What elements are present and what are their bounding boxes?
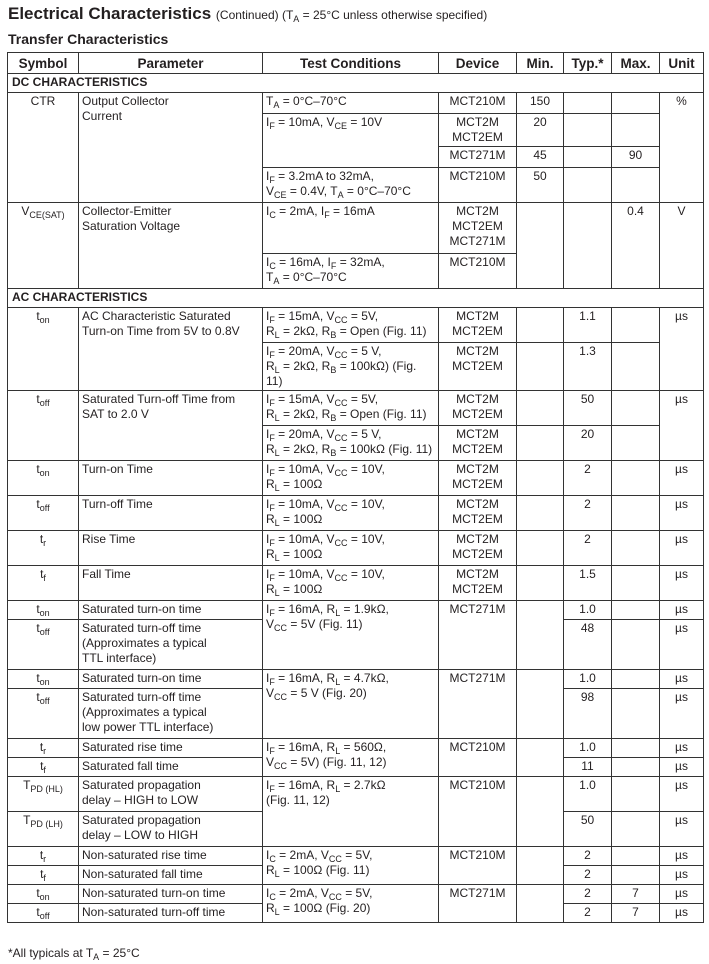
test-condition-cell: $T_A = 0^\circ C-70^\circ C$: [263, 93, 439, 114]
device-cell: MCT2M MCT2EM: [439, 531, 517, 566]
max-cell: [612, 531, 660, 566]
min-cell: [517, 461, 564, 496]
footnote: [8, 946, 140, 960]
unit-cell: µs: [660, 670, 704, 689]
typ-cell: 11: [564, 758, 612, 777]
max-cell: [612, 777, 660, 812]
table-row: [8, 670, 704, 689]
typ-cell: 2: [564, 531, 612, 566]
header-device: Device: [439, 53, 517, 74]
unit-cell: V: [660, 203, 704, 289]
unit-cell: µs: [660, 391, 704, 461]
min-cell: [517, 885, 564, 923]
section-row-dc: [8, 74, 704, 93]
max-cell: [612, 866, 660, 885]
typ-cell: 1.0: [564, 739, 612, 758]
symbol-cell: $t_{on}$: [8, 308, 79, 391]
device-cell: MCT271M: [439, 147, 517, 168]
max-cell: [612, 601, 660, 620]
parameter-cell: Saturated rise time: [79, 739, 263, 758]
min-cell: [517, 308, 564, 343]
min-cell: [517, 343, 564, 391]
unit-cell: µs: [660, 812, 704, 847]
test-condition-cell: $I_F = 15mA$, $V_{CC} = 5V$, $R_L = 2k\Omega$, $R_B$ = Open (Fig. 11): [263, 308, 439, 343]
title-note: [216, 8, 487, 22]
parameter-cell: AC Characteristic Saturated Turn-on Time from 5V to 0.8V: [79, 308, 263, 391]
test-condition-cell: $I_F = 16mA$, $R_L = 1.9k\Omega$, $V_{CC} = 5V$ (Fig. 11): [263, 601, 439, 670]
header-test-conditions: Test Conditions: [263, 53, 439, 74]
test-condition-cell: $I_C = 16mA$, $I_F = 32mA$, $T_A = 0^\circ C-70^\circ C$: [263, 254, 439, 289]
min-cell: [517, 739, 564, 777]
typ-cell: 1.0: [564, 670, 612, 689]
symbol-cell: $t_f$: [8, 566, 79, 601]
min-cell: [517, 670, 564, 739]
typ-cell: 2: [564, 496, 612, 531]
section-label-ac: AC CHARACTERISTICS: [8, 289, 704, 308]
symbol-cell: $t_{off}$: [8, 620, 79, 670]
max-cell: 7: [612, 885, 660, 904]
device-cell: MCT271M: [439, 601, 517, 670]
table-row: [8, 566, 704, 601]
footnote-sub: A: [93, 952, 100, 962]
max-cell: 7: [612, 904, 660, 923]
title-note-pre: (Continued) (T: [215, 8, 294, 22]
symbol-cell: $t_r$: [8, 739, 79, 758]
unit-cell: µs: [660, 866, 704, 885]
symbol-cell: $V_{CE(SAT)}$: [8, 203, 79, 289]
unit-cell: µs: [660, 601, 704, 620]
typ-cell: 1.1: [564, 308, 612, 343]
max-cell: [612, 391, 660, 426]
device-cell: MCT271M: [439, 885, 517, 923]
section-label-dc: DC CHARACTERISTICS: [8, 74, 704, 93]
device-cell: MCT2M MCT2EM: [439, 114, 517, 147]
parameter-cell: Saturated propagation delay – LOW to HIGH: [79, 812, 263, 847]
parameter-cell: Collector-Emitter Saturation Voltage: [79, 203, 263, 289]
min-cell: [517, 496, 564, 531]
table-row: [8, 777, 704, 812]
header-typ: Typ.*: [564, 53, 612, 74]
max-cell: [612, 670, 660, 689]
max-cell: 90: [612, 147, 660, 168]
table-row: [8, 93, 704, 114]
symbol-cell: $T_{PD (HL)}$: [8, 777, 79, 812]
test-condition-cell: $I_F = 10mA$, $V_{CC} = 10V$, $R_L = 100\Omega$: [263, 496, 439, 531]
test-condition-cell: $I_F = 10mA$, $V_{CE} = 10V$: [263, 114, 439, 168]
symbol-cell: $t_f$: [8, 866, 79, 885]
typ-cell: 1.0: [564, 777, 612, 812]
max-cell: [612, 343, 660, 391]
min-cell: 45: [517, 147, 564, 168]
symbol-cell: $t_{on}$: [8, 885, 79, 904]
unit-cell: µs: [660, 739, 704, 758]
table-row: [8, 496, 704, 531]
title-main: Electrical Characteristics: [8, 4, 212, 23]
parameter-cell: Saturated turn-off time (Approximates a typical low power TTL interface): [79, 689, 263, 739]
unit-cell: µs: [660, 885, 704, 904]
symbol-cell: $t_r$: [8, 847, 79, 866]
unit-cell: µs: [660, 904, 704, 923]
max-cell: [612, 93, 660, 114]
max-cell: [612, 461, 660, 496]
typ-cell: [564, 147, 612, 168]
page-title: [8, 4, 487, 24]
device-cell: MCT2M MCT2EM: [439, 426, 517, 461]
typ-cell: 2: [564, 847, 612, 866]
header-symbol: Symbol: [8, 53, 79, 74]
test-condition-cell: $I_F = 15mA$, $V_{CC} = 5V$, $R_L = 2k\Omega$, $R_B$ = Open (Fig. 11): [263, 391, 439, 426]
max-cell: [612, 758, 660, 777]
test-condition-cell: $I_F = 20mA$, $V_{CC} = 5$ V, $R_L = 2k\Omega$, $R_B = 100k\Omega$) (Fig. 11): [263, 343, 439, 391]
min-cell: [517, 203, 564, 289]
parameter-cell: Non-saturated turn-off time: [79, 904, 263, 923]
unit-cell: µs: [660, 308, 704, 391]
typ-cell: 2: [564, 904, 612, 923]
test-condition-cell: $I_C = 2mA$, $I_F = 16mA$: [263, 203, 439, 254]
max-cell: [612, 496, 660, 531]
parameter-cell: Non-saturated turn-on time: [79, 885, 263, 904]
unit-cell: %: [660, 93, 704, 203]
device-cell: MCT2M MCT2EM: [439, 461, 517, 496]
symbol-cell: $T_{PD (LH)}$: [8, 812, 79, 847]
max-cell: [612, 308, 660, 343]
header-parameter: Parameter: [79, 53, 263, 74]
device-cell: MCT210M: [439, 777, 517, 847]
typ-cell: [564, 203, 612, 289]
parameter-cell: Turn-on Time: [79, 461, 263, 496]
typ-cell: 1.3: [564, 343, 612, 391]
min-cell: [517, 566, 564, 601]
max-cell: [612, 566, 660, 601]
test-condition-cell: $I_F = 16mA$, $R_L = 560\Omega$, $V_{CC} = 5V$) (Fig. 11, 12): [263, 739, 439, 777]
device-cell: MCT210M: [439, 847, 517, 885]
device-cell: MCT210M: [439, 739, 517, 777]
unit-cell: µs: [660, 777, 704, 812]
symbol-cell: $t_{off}$: [8, 904, 79, 923]
title-note-sub: A: [293, 14, 300, 24]
unit-cell: µs: [660, 531, 704, 566]
min-cell: [517, 847, 564, 885]
unit-cell: µs: [660, 620, 704, 670]
device-cell: MCT210M: [439, 93, 517, 114]
max-cell: [612, 620, 660, 670]
typ-cell: 2: [564, 461, 612, 496]
symbol-cell: $t_r$: [8, 531, 79, 566]
table-row: [8, 203, 704, 254]
parameter-cell: Output Collector Current: [79, 93, 263, 203]
table-row: [8, 308, 704, 343]
parameter-cell: Saturated Turn-off Time from SAT to 2.0 V: [79, 391, 263, 461]
symbol-cell: $t_{on}$: [8, 461, 79, 496]
max-cell: [612, 426, 660, 461]
device-cell: MCT2M MCT2EM MCT271M: [439, 203, 517, 254]
max-cell: [612, 114, 660, 147]
typ-cell: 2: [564, 885, 612, 904]
parameter-cell: Saturated turn-off time (Approximates a typical TTL interface): [79, 620, 263, 670]
max-cell: [612, 689, 660, 739]
symbol-cell: $t_{off}$: [8, 496, 79, 531]
unit-cell: µs: [660, 758, 704, 777]
section-subtitle: Transfer Characteristics: [8, 31, 169, 47]
test-condition-cell: $I_F = 16mA$, $R_L = 4.7k\Omega$, $V_{CC} = 5$ V (Fig. 20): [263, 670, 439, 739]
test-condition-cell: $I_C = 2mA$, $V_{CC} = 5V$, $R_L = 100\Omega$ (Fig. 11): [263, 847, 439, 885]
table-row: [8, 461, 704, 496]
unit-cell: µs: [660, 566, 704, 601]
table-row: [8, 885, 704, 904]
max-cell: 0.4: [612, 203, 660, 289]
table-row: [8, 391, 704, 426]
typ-cell: 50: [564, 812, 612, 847]
max-cell: [612, 847, 660, 866]
test-condition-cell: $I_F = 10mA$, $V_{CC} = 10V$, $R_L = 100\Omega$: [263, 461, 439, 496]
typ-cell: 1.0: [564, 601, 612, 620]
transfer-characteristics-table: [7, 52, 704, 923]
min-cell: [517, 601, 564, 670]
header-min: Min.: [517, 53, 564, 74]
typ-cell: 20: [564, 426, 612, 461]
parameter-cell: Fall Time: [79, 566, 263, 601]
device-cell: MCT210M: [439, 168, 517, 203]
symbol-cell: CTR: [8, 93, 79, 203]
typ-cell: 50: [564, 391, 612, 426]
parameter-cell: Saturated turn-on time: [79, 601, 263, 620]
section-row-ac: [8, 289, 704, 308]
min-cell: [517, 426, 564, 461]
max-cell: [612, 812, 660, 847]
symbol-cell: $t_{off}$: [8, 391, 79, 461]
symbol-cell: $t_{off}$: [8, 689, 79, 739]
typ-cell: [564, 168, 612, 203]
symbol-cell: $t_{on}$: [8, 670, 79, 689]
header-unit: Unit: [660, 53, 704, 74]
device-cell: MCT2M MCT2EM: [439, 566, 517, 601]
typ-cell: 48: [564, 620, 612, 670]
test-condition-cell: $I_F = 20mA$, $V_{CC} = 5$ V, $R_L = 2k\Omega$, $R_B = 100k\Omega$ (Fig. 11): [263, 426, 439, 461]
min-cell: 50: [517, 168, 564, 203]
header-max: Max.: [612, 53, 660, 74]
typ-cell: 2: [564, 866, 612, 885]
typ-cell: 1.5: [564, 566, 612, 601]
min-cell: 150: [517, 93, 564, 114]
parameter-cell: Saturated turn-on time: [79, 670, 263, 689]
test-condition-cell: $I_F = 3.2mA$ to 32mA, $V_{CE} = 0.4V$, $T_A = 0^\circ C-70^\circ C$: [263, 168, 439, 203]
symbol-cell: $t_{on}$: [8, 601, 79, 620]
parameter-cell: Rise Time: [79, 531, 263, 566]
device-cell: MCT2M MCT2EM: [439, 391, 517, 426]
device-cell: MCT2M MCT2EM: [439, 343, 517, 391]
typ-cell: 98: [564, 689, 612, 739]
table-row: [8, 531, 704, 566]
device-cell: MCT271M: [439, 670, 517, 739]
unit-cell: µs: [660, 496, 704, 531]
typ-cell: [564, 114, 612, 147]
test-condition-cell: $I_F = 10mA$, $V_{CC} = 10V$, $R_L = 100\Omega$: [263, 531, 439, 566]
min-cell: 20: [517, 114, 564, 147]
table-row: [8, 601, 704, 620]
unit-cell: µs: [660, 847, 704, 866]
footnote-post: = 25°C: [99, 946, 140, 960]
device-cell: MCT2M MCT2EM: [439, 496, 517, 531]
device-cell: MCT2M MCT2EM: [439, 308, 517, 343]
header-row: [8, 53, 704, 74]
table-row: [8, 847, 704, 866]
table-row: [8, 739, 704, 758]
min-cell: [517, 531, 564, 566]
unit-cell: µs: [660, 689, 704, 739]
max-cell: [612, 168, 660, 203]
test-condition-cell: $I_F = 16mA$, $R_L = 2.7k\Omega$ (Fig. 11, 12): [263, 777, 439, 847]
title-note-post: = 25°C unless otherwise specified): [299, 8, 488, 22]
min-cell: [517, 777, 564, 847]
typ-cell: [564, 93, 612, 114]
test-condition-cell: $I_C = 2mA$, $V_{CC} = 5V$, $R_L = 100\Omega$ (Fig. 20): [263, 885, 439, 923]
test-condition-cell: $I_F = 10mA$, $V_{CC} = 10V$, $R_L = 100\Omega$: [263, 566, 439, 601]
min-cell: [517, 391, 564, 426]
footnote-pre: *All typicals at T: [8, 946, 94, 960]
parameter-cell: Saturated fall time: [79, 758, 263, 777]
parameter-cell: Turn-off Time: [79, 496, 263, 531]
max-cell: [612, 739, 660, 758]
symbol-cell: $t_f$: [8, 758, 79, 777]
parameter-cell: Non-saturated rise time: [79, 847, 263, 866]
parameter-cell: Non-saturated fall time: [79, 866, 263, 885]
unit-cell: µs: [660, 461, 704, 496]
device-cell: MCT210M: [439, 254, 517, 289]
parameter-cell: Saturated propagation delay – HIGH to LOW: [79, 777, 263, 812]
